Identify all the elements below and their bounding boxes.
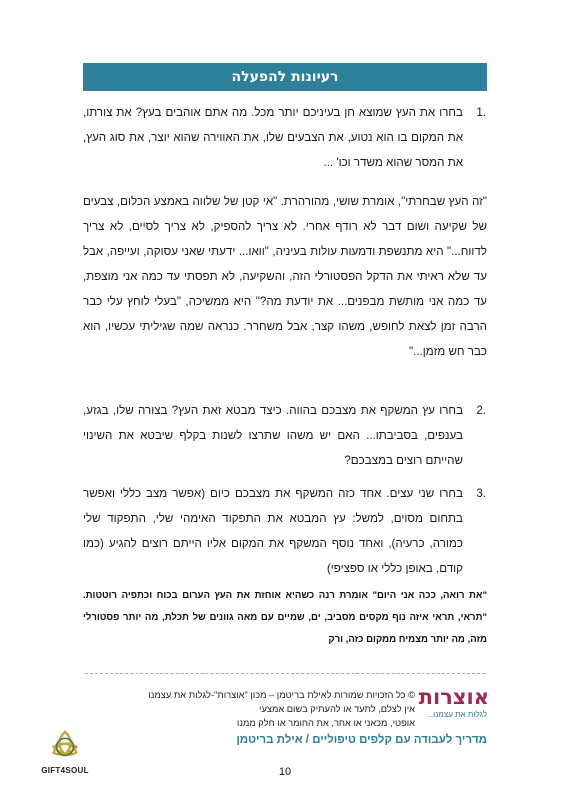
list-number: 2. — [476, 404, 486, 417]
list-number: 1. — [476, 106, 486, 119]
list-item-1 — [83, 100, 486, 175]
list-item-2 — [83, 398, 486, 473]
small-quote-paragraph — [83, 585, 487, 651]
section-banner — [83, 63, 487, 91]
list-item-text: בחרו עץ המשקף את מצבכם בהווה. כיצד מבטא זאת העץ? בצורה שלו, בגזע, בענפים, בסביבתו... האם יש משהו שתרצו לשנות בקלף שיבטא את השינוי שהייתם רוצים במצבכם? — [83, 404, 463, 467]
list-item-text: בחרו את העץ שמוצא חן בעיניכם יותר מכל. מה אתם אוהבים בעץ? את צורתו, את המקום בו הוא נטוע, את הצבעים שלו, את האווירה שהוא יוצר, את סוג העץ, את המסר שהוא משדר וכו' ... — [83, 106, 463, 169]
quote-paragraph — [83, 189, 487, 364]
gift4soul-logo — [33, 726, 97, 790]
copyright-line: אין לצלם, לתעד או להעתיק בשום אמצעי — [259, 704, 415, 714]
footer-title: מדריך לעבודה עם קלפים טיפוליים / אילת בריטמן — [236, 734, 487, 746]
footer-divider — [85, 673, 485, 674]
list-number: 3. — [476, 487, 486, 500]
otzarot-logo — [418, 684, 489, 726]
banner-title: רעיונות להפעלה — [231, 69, 339, 85]
otzarot-logo-word: אוצרות — [418, 685, 489, 709]
quote-paragraph-text: "זה העץ שבחרתי", אומרת שושי, מהורהרת. "אי קטן של שלווה באמצע הכלום, צבעים של שקיעה ושום דבר לא רודף אחרי. לא צריך להספיק, לא צריך לסיים, לא צריך לדווח..." היא מתנשפת ודמעות עולות בעיניה, "וואו... ידעתי שאני עסוקה, ועייפה, אבל עד שלא ראיתי את הדקל הפסטורלי הזה, והשקיעה, לא תפסתי עד כמה אני מוצפת, עד כמה אני מותשת מבפנים... את יודעת מה?" היא ממשיכה, "בעלי לוחץ עלי כבר הרבה זמן לצאת לחופש, משהו קצר, אבל משחרר. כנראה שמה שגיליתי עכשיו, הוא כבר חש מזמן..." — [83, 195, 487, 358]
list-item-3 — [83, 481, 486, 581]
copyright-line: אופטי, מכאני או אחר, את החומר או חלק ממנו — [236, 718, 415, 728]
page-number: 10 — [278, 766, 292, 778]
copyright-line: © כל הזכויות שמורות לאילת בריטמן – מכון "אוצרות"-לגלות את עצמנו — [148, 690, 415, 700]
triquetra-heart-icon — [46, 726, 84, 764]
gift4soul-logo-text: GIFT4SOUL — [41, 766, 89, 775]
copyright-notice — [120, 688, 415, 730]
list-item-text: בחרו שני עצים. אחד כזה המשקף את מצבכם כיום (אפשר מצב כללי ואפשר בתחום מסוים, למשל: עץ המבטא את התפקוד האימהי שלי, התפקוד שלי כמורה, כרעיה), ואחד נוסף המשקף את המקום אליו הייתם רוצים להגיע (כמו קודם, באופן כללי או ספציפי) — [83, 487, 463, 575]
small-quote-text: "את רואה, ככה אני היום" אומרת רנה כשהיא אוחזת את העץ הערום בכוח וכתפיה רוטטות. "תראי, תראי איזה נוף מקסים מסביב, ים, שמיים עם מאה גוונים של תכלת, מה יותר פסטורלי מזה, מה יותר מצמיח ממקום כזה, ורק — [83, 590, 487, 645]
otzarot-logo-tagline: לגלות את עצמנו... — [426, 710, 487, 719]
